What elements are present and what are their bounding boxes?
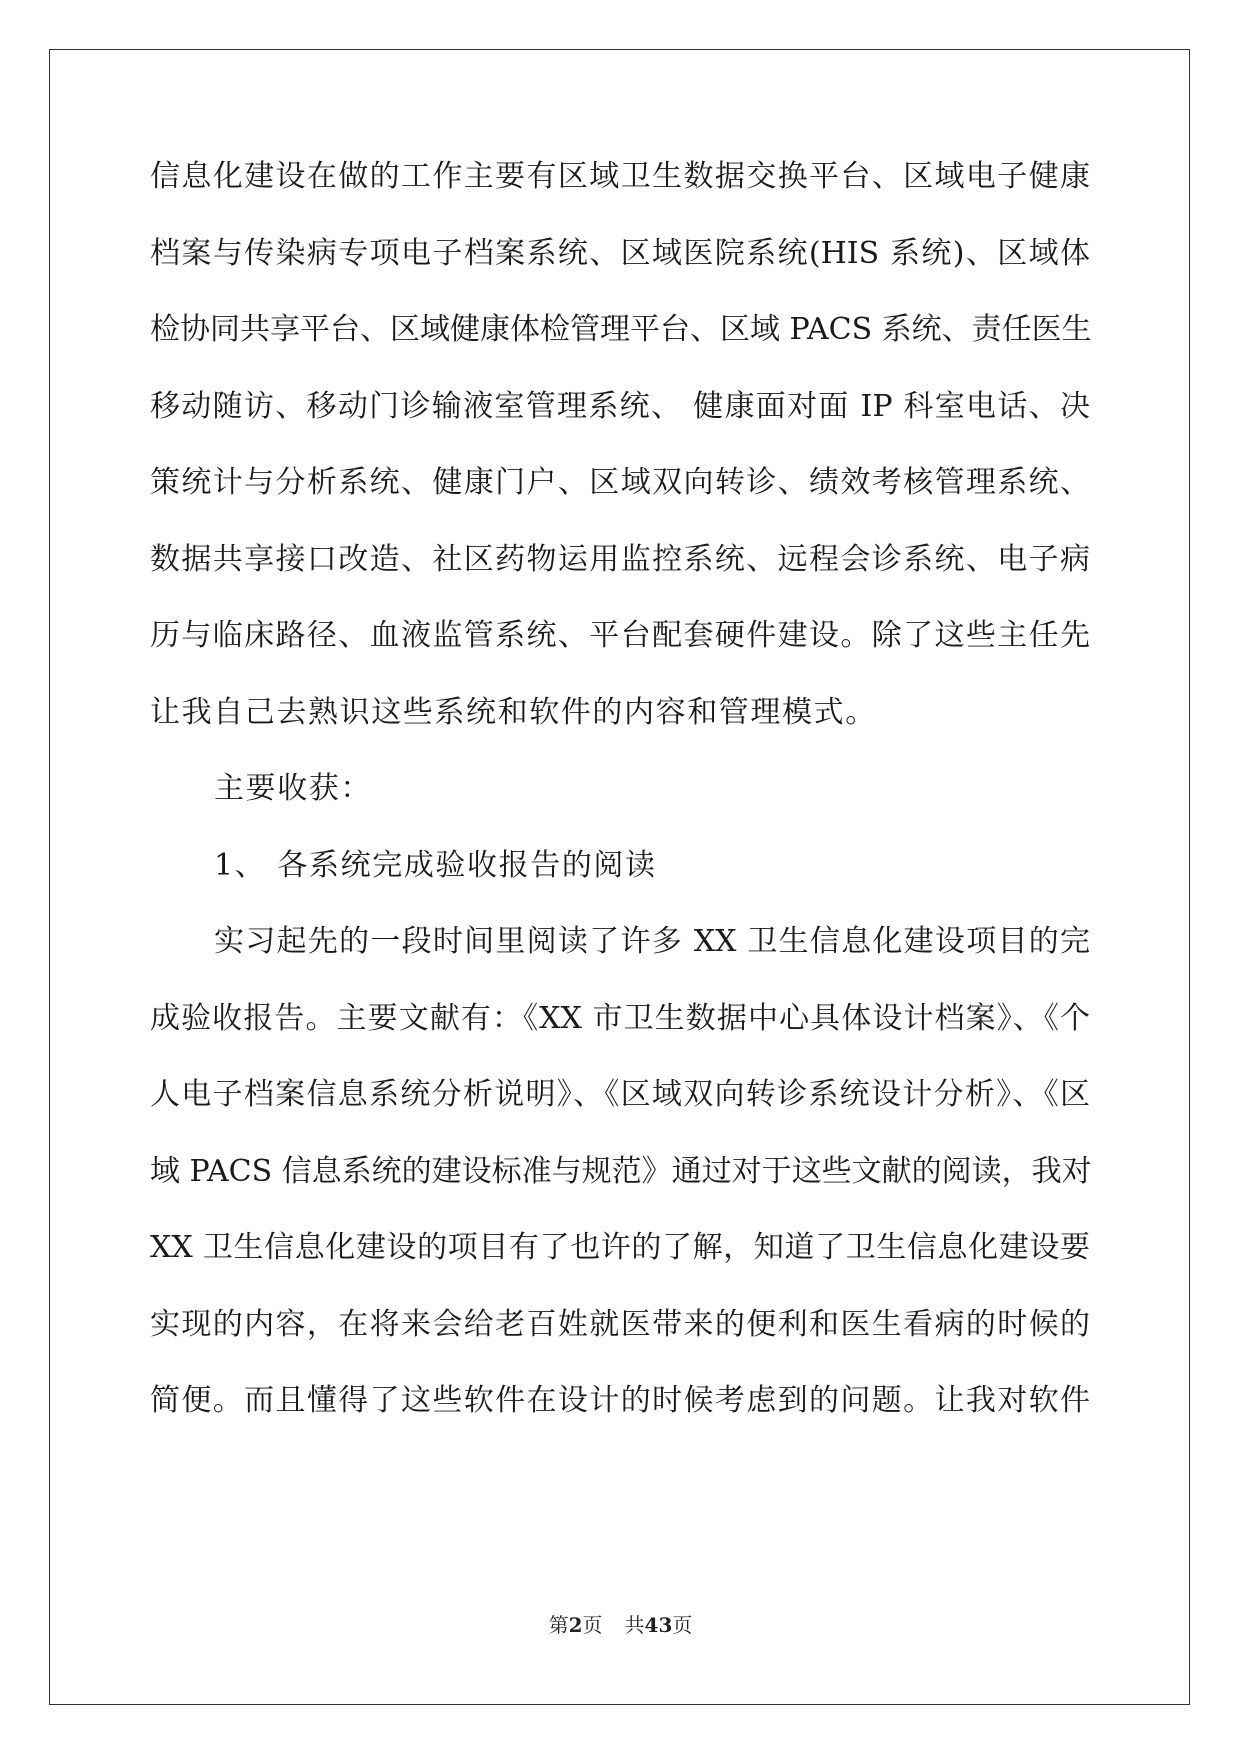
- text-line: 人电子档案信息系统分析说明》、《区域双向转诊系统设计分析》、《区: [150, 1077, 1090, 1112]
- section-heading: 主要收获：: [214, 771, 372, 806]
- text-line: 实现的内容，在将来会给老百姓就医带来的便利和医生看病的时候的: [150, 1306, 1090, 1342]
- text-line: 实习起先的一段时间里阅读了许多 XX 卫生信息化建设项目的完: [214, 924, 1090, 959]
- text-line: 成验收报告。主要文献有：《XX 市卫生数据中心具体设计档案》、《个: [150, 1000, 1090, 1036]
- footer-total-suffix: 页: [672, 1613, 693, 1637]
- text-line: 信息化建设在做的工作主要有区域卫生数据交换平台、区域电子健康: [150, 159, 1090, 194]
- footer-page-suffix: 页: [582, 1613, 603, 1637]
- text-line: 移动随访、移动门诊输液室管理系统、 健康面对面 IP 科室电话、决: [150, 388, 1090, 424]
- text-line: 数据共享接口改造、社区药物运用监控系统、远程会诊系统、电子病: [150, 541, 1090, 577]
- footer-total-prefix: 共: [624, 1613, 645, 1637]
- footer-prefix: 第: [548, 1613, 569, 1637]
- text-line: 档案与传染病专项电子档案系统、区域医院系统(HIS 系统)、区域体: [150, 235, 1090, 271]
- text-line: 域 PACS 信息系统的建设标准与规范》通过对于这些文献的阅读，我对: [150, 1153, 1092, 1189]
- subsection-heading: 1、 各系统完成验收报告的阅读: [214, 847, 657, 883]
- text-line: 历与临床路径、血液监管系统、平台配套硬件建设。除了这些主任先: [150, 618, 1090, 653]
- page-number: 2: [568, 1613, 583, 1637]
- total-pages: 43: [644, 1613, 673, 1637]
- text-line: 让我自己去熟识这些系统和软件的内容和管理模式。: [150, 694, 877, 730]
- text-line: 策统计与分析系统、健康门户、区域双向转诊、绩效考核管理系统、: [150, 465, 1090, 500]
- text-line: XX 卫生信息化建设的项目有了也许的了解，知道了卫生信息化建设要: [150, 1230, 1090, 1265]
- document-body: [150, 159, 1092, 1463]
- text-line: 简便。而且懂得了这些软件在设计的时候考虑到的问题。让我对软件: [150, 1383, 1090, 1418]
- text-line: 检协同共享平台、区域健康体检管理平台、区域 PACS 系统、责任医生: [150, 312, 1092, 347]
- page-footer: [0, 1613, 1241, 1637]
